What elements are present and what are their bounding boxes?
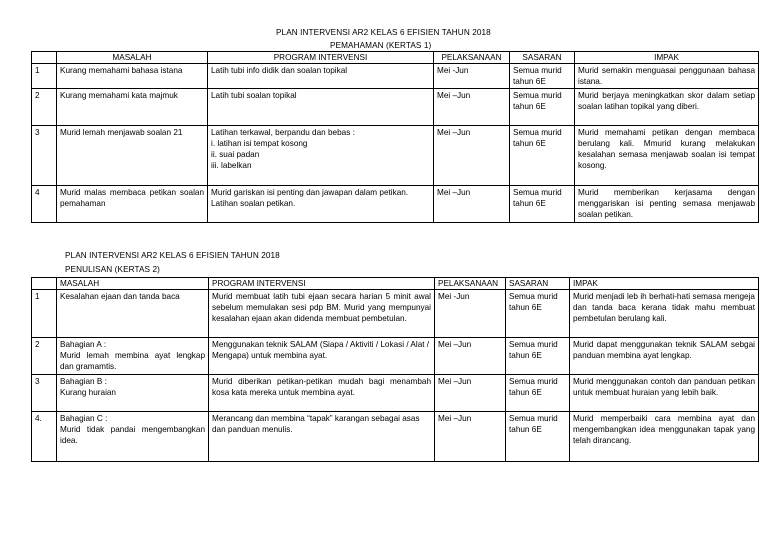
sasaran-cell: Semua murid tahun 6E <box>510 126 575 186</box>
impak-cell: Murid memberikan kerjasama dengan menggariskan isi penting semasa menjawab soalan petikan. <box>575 186 759 223</box>
program-cell: Murid diberikan petikan-petikan mudah bagi menambah kosa kata mereka untuk membina ayat. <box>209 375 435 412</box>
table-row <box>32 126 759 186</box>
sasaran-cell: Semua murid tahun 6E <box>510 64 575 89</box>
table-row <box>32 64 759 89</box>
program-cell <box>208 126 434 186</box>
header-impak: IMPAK <box>575 52 759 64</box>
row-number: 3 <box>32 375 57 412</box>
program-cell <box>208 186 434 223</box>
program-cell: Merancang dan membina “tapak” karangan sebagai asas dan panduan menulis. <box>209 412 435 462</box>
program-line: iii. labelkan <box>211 161 252 170</box>
masalah-cell: Kurang memahami kata majmuk <box>57 89 208 126</box>
pelaksanaan-cell: Mei –Jun <box>435 375 506 412</box>
impak-cell: Murid menggunakan contoh dan panduan petikan untuk membuat huraian yang lebih baik. <box>570 375 759 412</box>
header-impak: IMPAK <box>570 278 759 290</box>
section1-title: PLAN INTERVENSI AR2 KELAS 6 EFISIEN TAHUN 2018 <box>276 28 491 37</box>
pelaksanaan-cell: Mei –Jun <box>435 338 506 375</box>
table-row <box>32 89 759 126</box>
masalah-cell <box>57 412 209 462</box>
pelaksanaan-cell: Mei -Jun <box>435 290 506 338</box>
row-number: 2 <box>32 338 57 375</box>
table-header-row <box>32 52 759 64</box>
pelaksanaan-cell: Mei –Jun <box>434 186 510 223</box>
masalah-line: Bahagian A : <box>60 340 106 349</box>
row-number: 2 <box>32 89 57 126</box>
row-number: 1 <box>32 64 57 89</box>
sasaran-cell: Semua murid tahun 6E <box>506 338 570 375</box>
penulisan-table <box>31 277 759 462</box>
masalah-line: Murid lemah membina ayat lengkap dan gramamtis. <box>60 351 205 371</box>
row-number: 1 <box>32 290 57 338</box>
impak-cell: Murid memperbaiki cara membina ayat dan mengembangkan idea menggunakan tapak yang telah dirancang. <box>570 412 759 462</box>
pelaksanaan-cell: Mei –Jun <box>435 412 506 462</box>
table-header-row <box>32 278 759 290</box>
table-row <box>32 186 759 223</box>
program-cell <box>208 64 434 89</box>
masalah-line: Bahagian B : <box>60 377 107 386</box>
table-row <box>32 412 759 462</box>
masalah-cell: Murid lemah menjawab soalan 21 <box>57 126 208 186</box>
masalah-line: Bahagian C : <box>60 414 108 423</box>
row-number: 4. <box>32 412 57 462</box>
row-number: 3 <box>32 126 57 186</box>
program-line: Murid gariskan isi penting dan jawapan dalam petikan. <box>211 188 409 197</box>
program-line: Latihan soalan petikan. <box>211 199 296 208</box>
masalah-cell <box>57 375 209 412</box>
masalah-line: Kesalahan ejaan dan tanda baca <box>60 292 180 301</box>
sasaran-cell: Semua murid tahun 6E <box>506 375 570 412</box>
impak-cell: Murid semakin menguasai penggunaan bahasa istana. <box>575 64 759 89</box>
masalah-cell: Murid malas membaca petikan soalan pemahaman <box>57 186 208 223</box>
row-number: 4 <box>32 186 57 223</box>
program-line: Latih tubi soalan topikal <box>211 91 297 100</box>
table-row <box>32 338 759 375</box>
section2-subtitle: PENULISAN (KERTAS 2) <box>65 265 160 274</box>
header-program: PROGRAM INTERVENSI <box>208 52 434 64</box>
sasaran-cell: Semua murid tahun 6E <box>510 89 575 126</box>
masalah-line: Kurang huraian <box>60 388 116 397</box>
impak-cell: Murid menjadi leb ih berhati-hati semasa mengeja dan tanda baca kerana tidak mahu membuat pembetulan berulang kali. <box>570 290 759 338</box>
masalah-cell: Kurang memahami bahasa istana <box>57 64 208 89</box>
impak-cell: Murid dapat menggunakan teknik SALAM sebgai panduan membina ayat lengkap. <box>570 338 759 375</box>
section2-title: PLAN INTERVENSI AR2 KELAS 6 EFISIEN TAHUN 2018 <box>65 251 280 260</box>
program-cell <box>208 89 434 126</box>
header-pelaksanaan: PELAKSANAAN <box>435 278 506 290</box>
table-row <box>32 290 759 338</box>
section1-subtitle: PEMAHAMAN (KERTAS 1) <box>330 41 432 50</box>
header-program: PROGRAM INTERVENSI <box>209 278 435 290</box>
header-sasaran: SASARAN <box>506 278 570 290</box>
program-cell: Menggunakan teknik SALAM (Siapa / Aktiviti / Lokasi / Alat / Mengapa) untuk membina ayat. <box>209 338 435 375</box>
program-cell: Murid membuat latih tubi ejaan secara harian 5 minit awal sebelum memulakan sesi pdp BM. Murid yang mempunyai kesalahan ejaan akan didenda membuat pembetulan. <box>209 290 435 338</box>
masalah-cell <box>57 338 209 375</box>
impak-cell: Murid memahami petikan dengan membaca berulang kali. Mmurid kurang melakukan kesalahan semasa menjawab soalan isi tempat kosong. <box>575 126 759 186</box>
sasaran-cell: Semua murid tahun 6E <box>510 186 575 223</box>
pelaksanaan-cell: Mei –Jun <box>434 89 510 126</box>
header-no <box>32 52 57 64</box>
masalah-line: Murid tidak pandai mengembangkan idea. <box>60 425 205 445</box>
header-masalah: MASALAH <box>57 52 208 64</box>
program-line: ii. suai padan <box>211 150 260 159</box>
pelaksanaan-cell: Mei -Jun <box>434 64 510 89</box>
impak-cell: Murid berjaya meningkatkan skor dalam setiap soalan latihan topikal yang diberi. <box>575 89 759 126</box>
header-masalah: MASALAH <box>57 278 209 290</box>
program-line: i. latihan isi tempat kosong <box>211 139 308 148</box>
sasaran-cell: Semua murid tahun 6E <box>506 290 570 338</box>
program-line: Latihan terkawal, berpandu dan bebas : <box>211 128 355 137</box>
pelaksanaan-cell: Mei –Jun <box>434 126 510 186</box>
program-line: Latih tubi info didik dan soalan topikal <box>211 66 348 75</box>
header-sasaran: SASARAN <box>510 52 575 64</box>
header-no <box>32 278 57 290</box>
pemahaman-table <box>31 51 759 223</box>
table-row <box>32 375 759 412</box>
masalah-cell <box>57 290 209 338</box>
sasaran-cell: Semua murid tahun 6E <box>506 412 570 462</box>
header-pelaksanaan: PELAKSANAAN <box>434 52 510 64</box>
